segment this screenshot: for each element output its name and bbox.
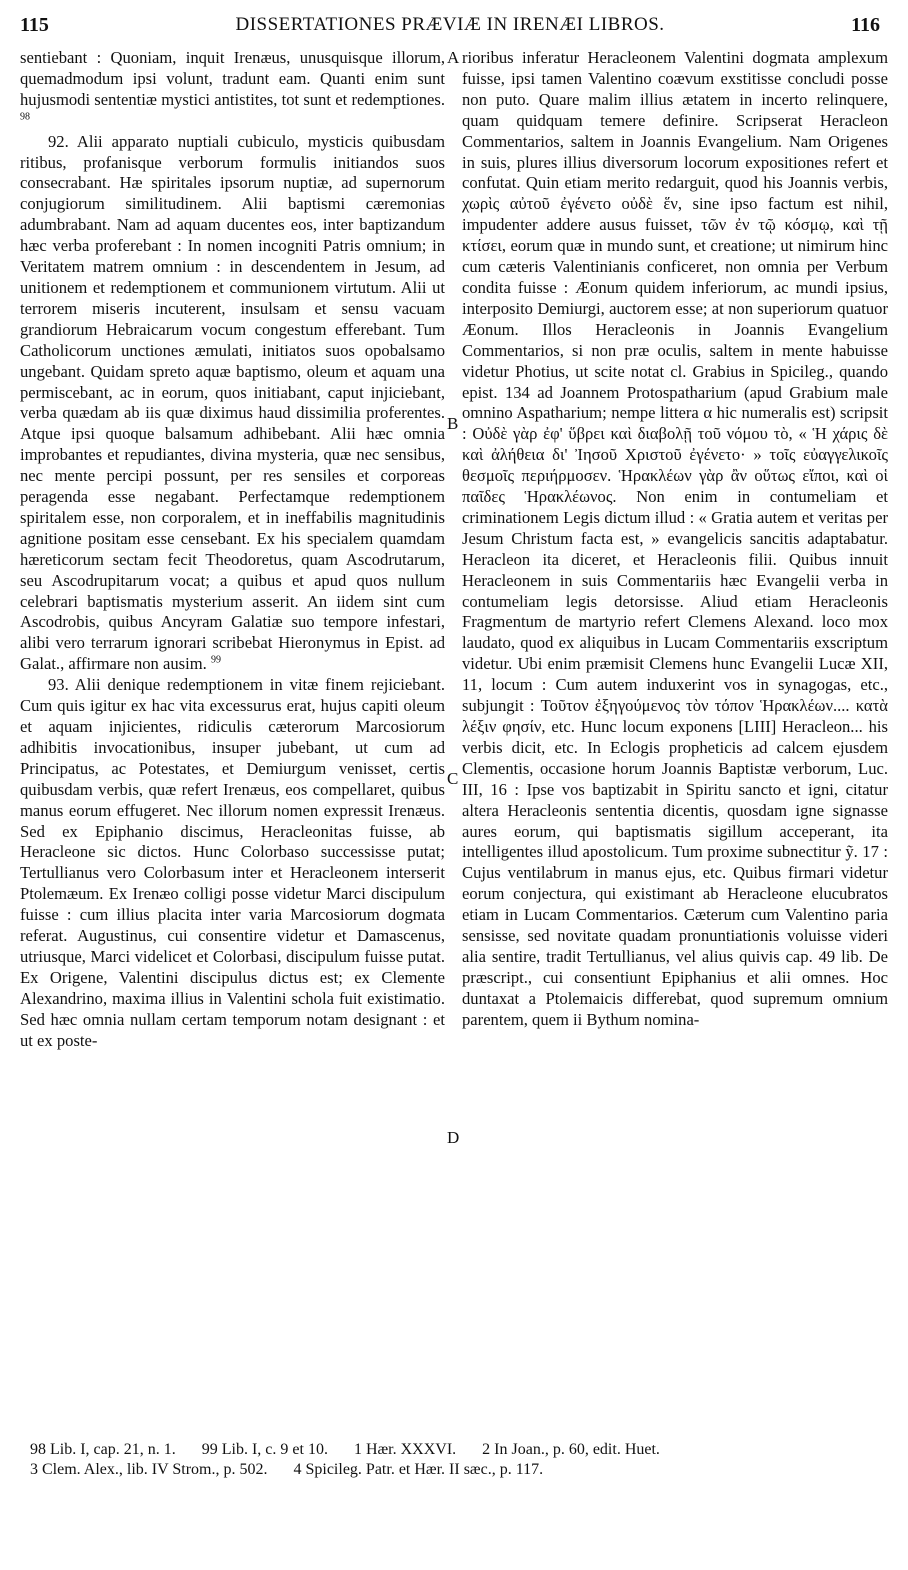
- paragraph-92: 92. Alii apparato nuptiali cubiculo, mysticis quibusdam ritibus, profanisque verborum formulis initiandos suos consecrabant. Hæ spiritales ipsorum nuptiæ, ad supernorum conjugiorum similitudinem. Alii baptismi cæremonias adumbrabant. Nam ad aquam ducentes eos, inter baptizandum hæc verba proferebant : In nomen incogniti Patris omnium; in Veritatem matrem omnium : in descendentem in Jesum, ad unitionem et redemptionem et communionem virtutum. Alii ut terrorem miseris incuterent, insulsam et sensu vacuam grandiorum Hebraicarum vocum congestum efferebant. Tum Catholicorum unctiones æmulati, initiatos suos opobalsamo ungebant. Quidam spreto aquæ baptismo, oleum et aquam una permiscebant, ac in eorum, quos initiabant, caput injiciebant, verba quædam ab iis quæ diximus haud dissimilia proferentes. Atque ipsi quoque balsamum adhibebant. Alii hæc omnia improbantes et repudiantes, divina mysteria, quæ nec sensibus, nec mente percipi possunt, per res sensiles et corporeas peragenda esse negabant. Perfectamque redemptionem spiritalem esse, non corporalem, et in ineffabilis magnitudinis agnitione positam esse censebant. Ex his specialem quamdam hæreticorum sectam fecit Theodoretus, quam Ascodrutarum, seu Ascodrupitarum vocat; a quibus et apud quos nullum celebrari baptismatis mysterium asserit. An iidem sint cum Ascodrobis, quibus Ancyram Galatiæ suo tempore infestari, alibi vero terrarum ignorari scribebat Hieronymus in Epist. ad Galat., affirmare non ausim. $^{99}$: [20, 131, 445, 674]
- page-header: [20, 14, 880, 44]
- footnote-ref: 99: [210, 654, 221, 666]
- margin-marker-a: A: [447, 48, 460, 67]
- right-column: [462, 48, 888, 1423]
- footnote-line-1: [30, 1440, 880, 1460]
- page-number-right: 116: [851, 14, 880, 36]
- footnote: 98 Lib. I, cap. 21, n. 1.: [30, 1441, 176, 1458]
- footnote: 2 In Joan., p. 60, edit. Huet.: [482, 1441, 660, 1458]
- left-column: [20, 48, 445, 1423]
- footnote-ref: 98: [20, 111, 30, 123]
- margin-marker-b: B: [447, 414, 459, 433]
- footnote: 1 Hær. XXXVI.: [353, 1441, 457, 1458]
- paragraph-93: 93. Alii denique redemptionem in vitæ finem rejiciebant. Cum quis igitur ex hac vita excessurus erat, hujus capiti oleum et aquam injicientes, ridiculis cæterorum Marcosiorum adhibitis invocationibus, insuper jubebant, ut cum ad Principatus, ac Potestates, et Demiurgum venisset, certis quibusdam verbis, quæ refert Irenæus, eos compellaret, quibus manus eorum effugeret. Nec illorum nomen expressit Irenæus. Sed ex Epiphanio discimus, Heracleonitas fuisse, ab Heracleone sic dictos. Hunc Colorbaso successisse putat; Tertullianus vero Colorbasum inter et Heracleonem interserit Ptolemæum. Ex Irenæo colligi posse videtur Marci discipulum fuisse : cum illius placita inter varia Marcosiorum dogmata referat. Augustinus, cui consentire videtur et Damascenus, utriusque, Marci videlicet et Colorbasi, discipulum fuisse putat. Ex Origene, Valentini discipulus dictus est; ex Clemente Alexandrino, maxima illius in Valentini schola fuit existimatio. Sed hæc omnia nullam certam temporum notam designant : et ut ex poste-: [20, 675, 445, 1050]
- footnotes: [30, 1440, 880, 1480]
- footnote: 99 Lib. I, c. 9 et 10.: [201, 1441, 328, 1458]
- running-title: DISSERTATIONES PRÆVIÆ IN IRENÆI LIBROS.: [235, 14, 665, 35]
- footnote: 4 Spicileg. Patr. et Hær. II sæc., p. 117.: [293, 1461, 544, 1478]
- footnote-line-2: [30, 1460, 880, 1480]
- paragraph-91-end: sentiebant : Quoniam, inquit Irenæus, unusquisque illorum, quemadmodum ipsi volunt, tradunt eam. Quanti enim sunt hujusmodi sententiæ mystici antistites, tot sunt et redemptiones. $^{98}$: [20, 48, 445, 123]
- margin-marker-d: D: [447, 1128, 460, 1147]
- footnote: 3 Clem. Alex., lib. IV Strom., p. 502.: [30, 1461, 268, 1478]
- paragraph-93-cont: rioribus inferatur Heracleonem Valentini dogmata amplexum fuisse, ipsi tamen Valentino coævum exstitisse concludi posse non puto. Quare malim illius ætatem in incerto relinquere, quam quidquam temere definire. Scripserat Heracleon Commentarios, saltem in Joannis Evangelium. Nam Origenes in suis, plures illius diversorum locorum expositiones refert et confutat. Quin etiam merito redarguit, quod his Joannis verbis, χωρὶς αὐτοῦ ἐγένετο οὐδὲ ἕν, sine ipso factum est nihil, impudenter addere ausus fuisset, τῶν ἐν τῷ κόσμῳ, καὶ τῇ κτίσει, eorum quæ in mundo sunt, et creatione; ut nimirum hinc cum cæteris Valentinianis conficeret, non omnia per Verbum condita fuisse : Æonum quidem inferiorum, ac mundi ipsius, interposito Demiurgi, auctorem esse; at non superiorum quatuor Æonum. Illos Heracleonis in Joannis Evangelium Commentarios, si non præ oculis, saltem in mente habuisse videtur Photius, ut scite notat cl. Grabius in Spicileg., quando epist. 134 ad Joannem Protospatharium (apud Grabium male omnino Aspatharium; nempe littera α hic numeralis est) scripsit : Οὐδὲ γὰρ ἐφ' ὕβρει καὶ διαβολῇ τοῦ νόμου τὸ, « Ἡ χάρις δὲ καὶ ἀλήθεια δι' Ἰησοῦ Χριστοῦ ἐγένετο· » τοῖς εὐαγγελικοῖς θεσμοῖς περιήρμοσεν. Ἡρακλέων γὰρ ἂν οὕτως εἴποι, καὶ οἱ παῖδες Ἡρακλέωνος. Non enim in contumeliam et criminationem Legis dictum illud : « Gratia autem et veritas per Jesum Christum facta est, » evangelicis sancitis adaptabatur. Heracleon ita diceret, et Heracleonis filii. Quibus innuit Heracleonem in suis Commentariis hæc Evangelii verba in contumeliam legis detorsisse. Aliud etiam Heracleonis Fragmentum de martyrio refert Clemens Alexand. loco mox laudato, quod ex aliquibus in Lucam Commentariis exscriptum videtur. Ubi enim præmisit Clemens hunc Evangelii Lucæ XII, 11, locum : Cum autem induxerint vos in synagogas, etc., subjungit : Τοῦτον ἐξηγούμενος τὸν τόπον Ἡρακλέων.... κατὰ λέξιν φησίν, etc. Hunc locum exponens [LIII] Heracleon... his verbis dicit, etc. In Eclogis propheticis ad calcem ejusdem Clementis, occasione horum Joannis Baptistæ verborum, Luc. III, 16 : Ipse vos baptizabit in Spiritu sancto et igni, citatur altera Heracleonis sententia dicentis, quosdam igne signasse aures eorum, qui baptismatis sigillum acceperant, ita intelligentes illud apostolicum. Tum proxime subnectitur ỹ. 17 : Cujus ventilabrum in manus ejus, etc. Quibus firmari videtur eorum conjectura, qui existimant ab Heracleone elucubratos etiam in Lucam Commentarios. Cæterum cum Valentino paria sensisse, sed novitate quadam pronuntiationis voluisse videri alia sentire, tradit Tertullianus, vel alius quivis cap. 49 lib. De præscript., cui consentiunt Epiphanius et alii omnes. Hoc duntaxat a Ptolemaicis differebat, quod supremum omnium parentem, quem ii Bythum nomina-: [462, 48, 888, 1029]
- page-number-left: 115: [20, 14, 49, 36]
- margin-marker-c: C: [447, 769, 459, 788]
